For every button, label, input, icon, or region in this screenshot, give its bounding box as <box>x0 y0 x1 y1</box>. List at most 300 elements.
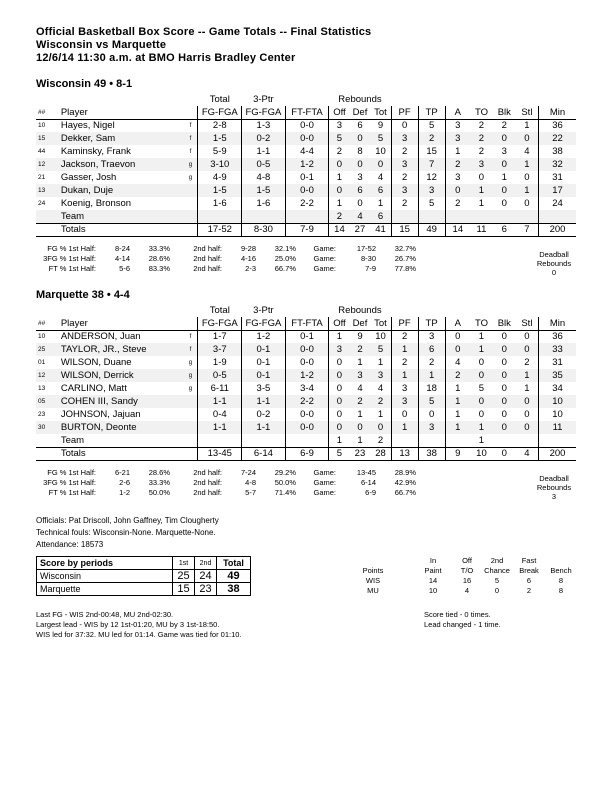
attendance: Attendance: 18573 <box>36 540 104 549</box>
stat-to: 0 <box>478 172 485 183</box>
header-a: A <box>445 317 470 330</box>
stat-blk: 0 <box>501 198 507 209</box>
stat-blk: 0 <box>501 383 507 394</box>
stat-min: 36 <box>539 330 576 343</box>
stat-def: 6 <box>357 120 363 132</box>
totals-label: Totals <box>59 223 184 236</box>
pct-h2: 7-24 <box>240 468 256 477</box>
team-row <box>36 434 576 447</box>
stat-fg3: 1-3 <box>242 119 286 132</box>
stat-fg3: 0-2 <box>242 408 286 421</box>
team-row-label: Team <box>59 210 184 223</box>
pct-h1p: 33.3% <box>148 478 170 487</box>
stat-fg3: 1-1 <box>242 145 286 158</box>
header-fg: FG-FGA <box>198 317 242 330</box>
team-stat-off: 1 <box>329 434 350 447</box>
stat-stl: 0 <box>516 421 539 434</box>
pct-h1p: 83.3% <box>148 264 170 273</box>
stat-fg3: 0-1 <box>242 369 286 382</box>
periods-1st: 25 <box>173 570 195 583</box>
player-number: 13 <box>38 385 46 392</box>
total-stl: 4 <box>516 447 539 460</box>
header-pf: PF <box>391 106 418 119</box>
team-stat-pf <box>391 434 418 447</box>
total-tot: 28 <box>370 447 391 460</box>
stat-pf: 1 <box>391 421 418 434</box>
stat-pf: 3 <box>391 184 418 197</box>
header-min: Min <box>539 106 576 119</box>
points-team: WIS <box>365 576 381 585</box>
stat-tp: 7 <box>418 158 445 171</box>
stat-def: 3 <box>357 172 363 183</box>
pct-h1: 6-21 <box>114 468 130 477</box>
stat-tp: 3 <box>418 184 445 197</box>
header-tp: TP <box>418 317 445 330</box>
pct-lg: Game: <box>313 468 336 477</box>
stat-blk: 0 <box>493 343 516 356</box>
periods-header-2nd: 2nd <box>195 557 217 570</box>
team-stat-stl <box>516 434 539 447</box>
rebounds-label: Rebounds <box>536 259 572 268</box>
stat-def: 9 <box>357 331 363 343</box>
stat-fg3: 1-5 <box>242 184 286 197</box>
player-position: f <box>189 333 192 340</box>
team-stat-min <box>539 434 576 447</box>
stat-fg3: 1-6 <box>242 197 286 210</box>
team-stat-to <box>470 210 493 223</box>
points-value: 10 <box>428 586 438 595</box>
pct-l2: 2nd half: <box>193 488 222 497</box>
stat-stl: 1 <box>516 184 539 197</box>
stat-to: 1 <box>470 184 493 197</box>
periods-1st: 15 <box>173 583 195 596</box>
stat-tot: 10 <box>375 146 386 157</box>
stat-ft: 0-1 <box>285 330 329 343</box>
team-stat-ft <box>285 434 329 447</box>
stat-pf: 3 <box>391 382 418 395</box>
stat-tp: 5 <box>418 395 445 408</box>
player-row <box>36 197 576 210</box>
deadball-label: Deadball <box>539 474 569 483</box>
pct-g: 6-14 <box>360 478 376 487</box>
stat-tot: 5 <box>370 343 391 356</box>
header-pos <box>183 317 198 330</box>
stat-ft: 0-0 <box>285 343 329 356</box>
team-stat-tp <box>418 434 445 447</box>
periods-team: Wisconsin <box>37 570 173 583</box>
header-row-columns <box>36 106 576 119</box>
stat-ft: 0-0 <box>285 184 329 197</box>
stat-tot: 1 <box>377 409 384 420</box>
header-to: TO <box>470 317 493 330</box>
points-head2: Paint <box>424 566 442 575</box>
stat-ft: 3-4 <box>285 382 329 395</box>
header-rebounds: Rebounds <box>338 305 382 316</box>
stat-off: 1 <box>329 197 350 210</box>
stat-to: 2 <box>478 146 485 157</box>
stat-a: 1 <box>445 408 470 421</box>
stat-min: 31 <box>539 356 576 369</box>
stat-tp: 1 <box>418 369 445 382</box>
pct-gp: 32.7% <box>394 244 416 253</box>
stat-off: 5 <box>329 132 350 145</box>
stat-stl: 0 <box>524 198 530 209</box>
stat-fg: 0-4 <box>198 408 242 421</box>
player-number: 12 <box>36 369 59 382</box>
header-def: Def <box>350 317 371 330</box>
header-rebounds: Rebounds <box>338 94 382 105</box>
stat-min: 10 <box>539 395 576 408</box>
player-position <box>183 184 198 197</box>
stat-stl: 0 <box>516 132 539 145</box>
stat-min: 35 <box>539 369 576 382</box>
stat-blk: 0 <box>493 184 516 197</box>
header-stl: Stl <box>516 317 539 330</box>
stat-fg: 1-7 <box>198 330 242 343</box>
player-number: 10 <box>38 333 46 341</box>
player-name: Koenig, Bronson <box>60 198 132 209</box>
stat-min: 34 <box>539 382 576 395</box>
last-fg: Last FG - WIS 2nd-00:48, MU 2nd-02:30. <box>36 610 174 619</box>
total-to: 11 <box>470 223 493 236</box>
team-stat-tot: 6 <box>370 210 391 223</box>
player-position: g <box>183 369 198 382</box>
player-row <box>36 184 576 197</box>
header-total: Total <box>209 305 230 316</box>
player-name: WILSON, Duane <box>60 357 132 368</box>
stat-tp: 2 <box>418 356 445 369</box>
header-no: ## <box>36 317 59 330</box>
player-row <box>36 171 576 184</box>
team-title-wisconsin: Wisconsin 49 • 8-1 <box>36 78 133 90</box>
blank <box>36 210 59 223</box>
stat-blk: 3 <box>501 146 507 157</box>
player-name: Kaminsky, Frank <box>60 146 131 157</box>
periods-2nd: 24 <box>195 570 217 583</box>
player-row <box>36 132 576 145</box>
total-tot: 41 <box>370 223 391 236</box>
stat-to: 1 <box>470 421 493 434</box>
blank <box>183 447 198 460</box>
pct-l2: 2nd half: <box>193 244 222 253</box>
header-blank <box>285 304 329 317</box>
stat-blk: 0 <box>493 395 516 408</box>
score-tied: Score tied - 0 times. <box>424 610 491 619</box>
stat-a: 1 <box>445 421 470 434</box>
header-ft: FT-FTA <box>285 317 329 330</box>
player-number: 12 <box>36 158 59 171</box>
total-tp: 38 <box>418 447 445 460</box>
header-tot: Tot <box>370 317 391 330</box>
total-fg3: 8-30 <box>242 223 286 236</box>
header-row-groups <box>36 93 576 106</box>
pct-h1p: 28.6% <box>148 468 170 477</box>
stat-min: 33 <box>539 343 576 356</box>
points-value: 6 <box>526 576 532 585</box>
stat-tp: 3 <box>418 421 445 434</box>
stat-a: 2 <box>445 197 470 210</box>
stat-off: 0 <box>329 395 350 408</box>
stat-off: 0 <box>329 369 350 382</box>
stat-ft: 0-1 <box>285 171 329 184</box>
header-no: ## <box>36 106 59 119</box>
stat-ft: 0-0 <box>285 132 329 145</box>
points-value: 2 <box>526 586 532 595</box>
header-fg: FG-FGA <box>198 106 242 119</box>
player-number: 10 <box>38 122 46 130</box>
stat-stl: 2 <box>524 357 530 368</box>
pct-g: 7-9 <box>365 264 376 273</box>
stat-def: 2 <box>350 395 371 408</box>
stat-min: 32 <box>539 158 576 171</box>
pct-gp: 28.9% <box>394 468 416 477</box>
pct-label: 3FG % 1st Half: <box>43 478 96 487</box>
technical-fouls: Technical fouls: Wisconsin-None. Marquette-None. <box>36 528 216 537</box>
stat-to: 1 <box>478 331 485 343</box>
points-head1: Fast <box>521 556 537 565</box>
header-player: Player <box>59 106 184 119</box>
stat-a: 1 <box>445 145 470 158</box>
stat-fg: 3-7 <box>198 343 242 356</box>
matchup: Wisconsin vs Marquette <box>36 39 167 51</box>
points-head2: Break <box>519 566 539 575</box>
box-score-marquette <box>36 304 576 461</box>
team-stat-stl <box>516 210 539 223</box>
stat-ft: 4-4 <box>285 145 329 158</box>
total-a: 14 <box>445 223 470 236</box>
pct-label: FG % 1st Half: <box>47 468 96 477</box>
player-name: CARLINO, Matt <box>60 383 127 394</box>
team-stat-tot: 2 <box>377 434 384 446</box>
stat-a: 1 <box>445 382 470 395</box>
header-tp: TP <box>418 106 445 119</box>
player-name: COHEN III, Sandy <box>59 395 184 408</box>
team-stat-fg3 <box>242 210 286 223</box>
stat-stl: 1 <box>524 383 530 394</box>
total-tp: 49 <box>418 223 445 236</box>
pct-h2p: 29.2% <box>274 468 296 477</box>
stat-tot: 4 <box>377 172 384 183</box>
player-name: TAYLOR, JR., Steve <box>59 343 184 356</box>
total-a: 9 <box>445 447 470 460</box>
team-stat-blk <box>493 210 516 223</box>
pct-h2p: 71.4% <box>274 488 296 497</box>
pct-g: 8-30 <box>360 254 376 263</box>
blank <box>36 223 59 236</box>
team-stat-blk <box>493 434 516 447</box>
stat-stl: 0 <box>516 395 539 408</box>
player-position <box>183 421 198 434</box>
stat-fg3: 0-2 <box>242 132 286 145</box>
pct-lg: Game: <box>313 478 336 487</box>
stat-off: 1 <box>329 330 350 343</box>
stat-pf: 2 <box>391 197 418 210</box>
stat-min: 11 <box>539 421 576 434</box>
stat-a: 2 <box>445 369 470 382</box>
pct-h2: 5-7 <box>245 488 256 497</box>
stat-to: 0 <box>470 395 493 408</box>
pct-gp: 42.9% <box>394 478 416 487</box>
player-number: 25 <box>36 343 59 356</box>
blank <box>183 223 198 236</box>
pct-lg: Game: <box>313 244 336 253</box>
stat-tp: 2 <box>418 132 445 145</box>
header-min: Min <box>539 317 576 330</box>
stat-blk: 0 <box>501 409 507 420</box>
header-blank <box>36 93 198 106</box>
team-stat-tp <box>418 210 445 223</box>
player-position: f <box>183 343 198 356</box>
player-row <box>36 395 576 408</box>
player-number: 21 <box>38 174 46 181</box>
team-stat-fg <box>198 210 242 223</box>
pct-h1p: 28.6% <box>148 254 170 263</box>
header-a: A <box>445 106 470 119</box>
stat-fg: 1-1 <box>198 421 242 434</box>
team-stat-def: 1 <box>357 434 363 446</box>
player-number: 44 <box>38 148 46 155</box>
stat-off: 2 <box>329 145 350 158</box>
stat-a: 0 <box>445 330 470 343</box>
total-def: 23 <box>350 447 371 460</box>
header-row-groups <box>36 304 576 317</box>
stat-a: 0 <box>445 343 470 356</box>
player-name: Dukan, Duje <box>59 184 184 197</box>
stat-min: 17 <box>539 184 576 197</box>
stat-tot: 1 <box>377 357 384 368</box>
header-3ptr: 3-Ptr <box>253 94 274 105</box>
total-ft: 7-9 <box>285 223 329 236</box>
blank <box>183 434 198 447</box>
stat-to: 3 <box>470 158 493 171</box>
stat-ft: 0-0 <box>285 408 329 421</box>
pct-l2: 2nd half: <box>193 264 222 273</box>
player-name: Gasser, Josh <box>60 172 117 183</box>
blank <box>36 434 59 447</box>
points-value: 4 <box>464 586 470 595</box>
header-blank <box>285 93 329 106</box>
deadball-value: 3 <box>551 492 557 501</box>
pct-h1: 1-2 <box>119 488 130 497</box>
player-number: 23 <box>38 411 46 418</box>
pct-h2: 4-16 <box>240 254 256 263</box>
stat-fg3: 1-1 <box>242 421 286 434</box>
stat-pf: 3 <box>391 395 418 408</box>
points-value: 8 <box>558 576 564 585</box>
stat-a: 3 <box>445 132 470 145</box>
player-position <box>183 395 198 408</box>
player-name: JOHNSON, Jajuan <box>60 409 141 420</box>
team-stat-a <box>445 210 470 223</box>
total-min: 200 <box>539 447 576 460</box>
team-stat-fg3 <box>242 434 286 447</box>
stat-min: 36 <box>539 119 576 132</box>
total-min: 200 <box>539 223 576 236</box>
total-blk: 0 <box>493 447 516 460</box>
team-row-label: Team <box>60 434 85 446</box>
stat-off: 0 <box>329 158 350 171</box>
header-blank <box>391 304 576 317</box>
stat-stl: 4 <box>524 146 530 157</box>
stat-blk: 0 <box>493 421 516 434</box>
deadball-value: 0 <box>551 268 557 277</box>
stat-def: 0 <box>357 198 363 209</box>
stat-blk: 0 <box>501 331 507 343</box>
total-off: 14 <box>329 223 350 236</box>
player-row <box>36 343 576 356</box>
stat-def: 6 <box>350 184 371 197</box>
total-stl: 7 <box>516 223 539 236</box>
stat-pf: 2 <box>391 171 418 184</box>
team-stat-to: 1 <box>478 434 485 446</box>
points-head2: Bench <box>550 566 572 575</box>
pct-h2p: 25.0% <box>274 254 296 263</box>
pct-l2: 2nd half: <box>193 478 222 487</box>
team-stat-a <box>445 434 470 447</box>
stat-tot: 0 <box>370 421 391 434</box>
total-ft: 6-9 <box>285 447 329 460</box>
stat-pf: 2 <box>391 330 418 343</box>
player-row <box>36 145 576 158</box>
team-stat-fg <box>198 434 242 447</box>
stat-min: 22 <box>539 132 576 145</box>
stat-fg: 3-10 <box>198 158 242 171</box>
total-fg3: 6-14 <box>242 447 286 460</box>
stat-min: 24 <box>539 197 576 210</box>
player-number: 15 <box>36 132 59 145</box>
stat-min: 38 <box>539 145 576 158</box>
player-position: g <box>188 174 193 181</box>
stat-ft: 2-2 <box>285 197 329 210</box>
pct-h2: 9-28 <box>240 244 256 253</box>
stat-tp: 5 <box>418 197 445 210</box>
stat-tot: 9 <box>377 120 384 132</box>
header-tot: Tot <box>370 106 391 119</box>
player-number: 13 <box>36 184 59 197</box>
player-position: g <box>183 158 198 171</box>
pct-lg: Game: <box>313 264 336 273</box>
stat-tp: 0 <box>418 408 445 421</box>
stat-pf: 3 <box>391 132 418 145</box>
periods-header-label: Score by periods <box>37 557 173 570</box>
header-blank <box>36 304 198 317</box>
team-stat-min <box>539 210 576 223</box>
stat-fg: 4-9 <box>198 171 242 184</box>
stat-def: 1 <box>357 357 363 368</box>
stat-ft: 2-2 <box>285 395 329 408</box>
periods-header-total: Total <box>217 557 251 570</box>
player-row <box>36 421 576 434</box>
stat-blk: 1 <box>501 172 507 183</box>
stat-blk: 0 <box>493 132 516 145</box>
points-head2: Chance <box>484 566 510 575</box>
stat-blk: 0 <box>493 158 516 171</box>
player-position: g <box>188 359 193 366</box>
stat-off: 0 <box>329 356 350 369</box>
player-name: WILSON, Derrick <box>59 369 184 382</box>
stat-to: 0 <box>478 409 485 420</box>
stat-tot: 2 <box>370 395 391 408</box>
points-head1: Off <box>462 556 472 565</box>
deadball-rebounds-wisconsin <box>528 250 580 277</box>
header-off: Off <box>329 317 350 330</box>
total-to: 10 <box>470 447 493 460</box>
header-stl: Stl <box>516 106 539 119</box>
pct-label: FG % 1st Half: <box>47 244 96 253</box>
stat-a: 3 <box>445 171 470 184</box>
stat-tot: 0 <box>370 158 391 171</box>
team-stat-def: 4 <box>350 210 371 223</box>
